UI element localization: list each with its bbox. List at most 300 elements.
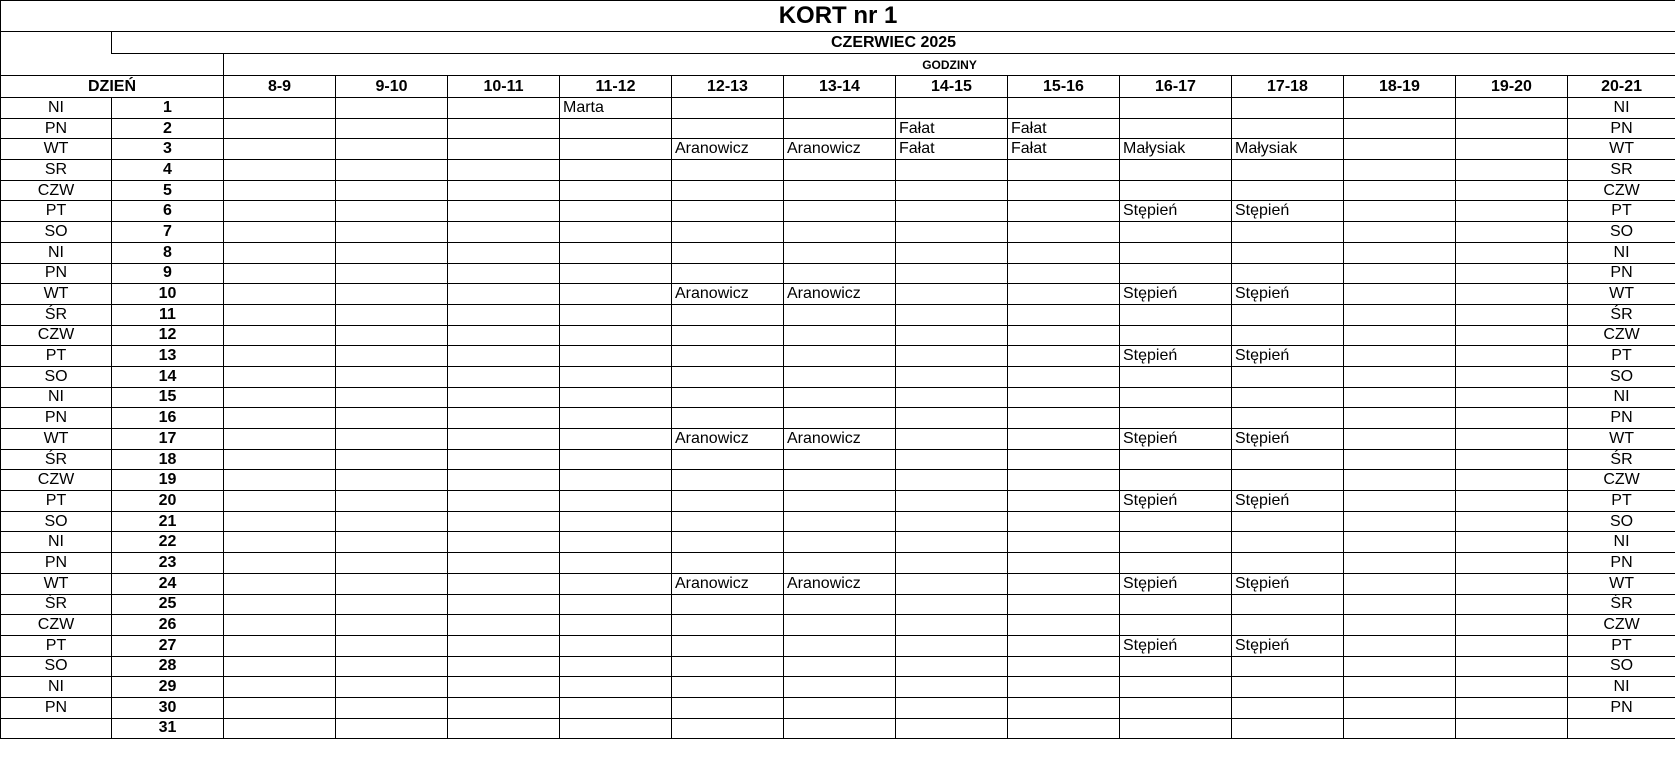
slot-cell[interactable] <box>1008 511 1120 532</box>
end-weekday-cell[interactable]: PN <box>1568 408 1675 429</box>
slot-cell[interactable] <box>784 263 896 284</box>
slot-cell[interactable] <box>672 594 784 615</box>
slot-cell[interactable]: Aranowicz <box>672 284 784 305</box>
end-weekday-cell[interactable]: ŚR <box>1568 449 1675 470</box>
slot-cell[interactable] <box>784 449 896 470</box>
slot-cell[interactable] <box>1344 511 1456 532</box>
slot-cell[interactable] <box>448 160 560 181</box>
slot-cell[interactable] <box>448 635 560 656</box>
slot-cell[interactable] <box>672 449 784 470</box>
slot-cell[interactable] <box>560 160 672 181</box>
slot-cell[interactable] <box>1120 697 1232 718</box>
slot-cell[interactable] <box>560 284 672 305</box>
slot-cell[interactable]: Marta <box>560 98 672 119</box>
slot-cell[interactable] <box>224 160 336 181</box>
slot-cell[interactable] <box>1344 118 1456 139</box>
slot-cell[interactable] <box>336 325 448 346</box>
slot-cell[interactable] <box>784 511 896 532</box>
end-weekday-cell[interactable]: WT <box>1568 429 1675 450</box>
slot-cell[interactable] <box>1344 366 1456 387</box>
slot-cell[interactable] <box>336 470 448 491</box>
slot-cell[interactable] <box>336 491 448 512</box>
slot-cell[interactable] <box>336 408 448 429</box>
slot-cell[interactable] <box>448 263 560 284</box>
slot-cell[interactable] <box>1120 408 1232 429</box>
slot-cell[interactable]: Stępień <box>1120 201 1232 222</box>
slot-cell[interactable] <box>1232 180 1344 201</box>
slot-cell[interactable] <box>224 201 336 222</box>
slot-cell[interactable] <box>1120 511 1232 532</box>
slot-cell[interactable] <box>1232 656 1344 677</box>
slot-cell[interactable] <box>1008 201 1120 222</box>
slot-cell[interactable] <box>784 242 896 263</box>
slot-cell[interactable] <box>1344 449 1456 470</box>
slot-cell[interactable] <box>1232 718 1344 739</box>
slot-cell[interactable] <box>1232 677 1344 698</box>
slot-cell[interactable] <box>784 346 896 367</box>
slot-cell[interactable] <box>224 118 336 139</box>
slot-cell[interactable] <box>224 284 336 305</box>
slot-cell[interactable] <box>1232 263 1344 284</box>
end-weekday-cell[interactable]: NI <box>1568 677 1675 698</box>
slot-cell[interactable] <box>224 387 336 408</box>
slot-cell[interactable] <box>560 387 672 408</box>
slot-cell[interactable] <box>560 325 672 346</box>
slot-cell[interactable] <box>560 118 672 139</box>
slot-cell[interactable] <box>1008 387 1120 408</box>
slot-cell[interactable] <box>672 118 784 139</box>
slot-cell[interactable] <box>784 201 896 222</box>
slot-cell[interactable] <box>1008 532 1120 553</box>
end-weekday-cell[interactable]: SO <box>1568 366 1675 387</box>
slot-cell[interactable] <box>560 201 672 222</box>
slot-cell[interactable] <box>784 635 896 656</box>
slot-cell[interactable] <box>560 470 672 491</box>
slot-cell[interactable] <box>224 491 336 512</box>
slot-cell[interactable] <box>448 656 560 677</box>
slot-cell[interactable] <box>672 491 784 512</box>
slot-cell[interactable] <box>1008 242 1120 263</box>
slot-cell[interactable] <box>448 532 560 553</box>
slot-cell[interactable]: Aranowicz <box>672 429 784 450</box>
slot-cell[interactable] <box>1456 491 1568 512</box>
slot-cell[interactable] <box>1008 697 1120 718</box>
slot-cell[interactable] <box>1456 284 1568 305</box>
slot-cell[interactable] <box>336 718 448 739</box>
slot-cell[interactable] <box>336 201 448 222</box>
slot-cell[interactable] <box>448 615 560 636</box>
slot-cell[interactable] <box>784 408 896 429</box>
slot-cell[interactable] <box>672 325 784 346</box>
slot-cell[interactable] <box>336 387 448 408</box>
slot-cell[interactable] <box>1344 573 1456 594</box>
slot-cell[interactable] <box>784 366 896 387</box>
slot-cell[interactable] <box>224 718 336 739</box>
slot-cell[interactable] <box>672 553 784 574</box>
slot-cell[interactable] <box>560 532 672 553</box>
slot-cell[interactable] <box>672 615 784 636</box>
slot-cell[interactable] <box>448 139 560 160</box>
end-weekday-cell[interactable]: CZW <box>1568 325 1675 346</box>
slot-cell[interactable] <box>896 387 1008 408</box>
slot-cell[interactable] <box>1456 429 1568 450</box>
slot-cell[interactable] <box>224 304 336 325</box>
slot-cell[interactable] <box>1232 242 1344 263</box>
slot-cell[interactable] <box>1008 594 1120 615</box>
slot-cell[interactable] <box>224 366 336 387</box>
slot-cell[interactable] <box>1120 470 1232 491</box>
end-weekday-cell[interactable]: ŚR <box>1568 304 1675 325</box>
slot-cell[interactable]: Aranowicz <box>672 573 784 594</box>
slot-cell[interactable] <box>1008 180 1120 201</box>
slot-cell[interactable] <box>1120 222 1232 243</box>
slot-cell[interactable] <box>1120 677 1232 698</box>
slot-cell[interactable] <box>672 263 784 284</box>
slot-cell[interactable] <box>448 718 560 739</box>
slot-cell[interactable] <box>224 408 336 429</box>
slot-cell[interactable] <box>1232 160 1344 181</box>
slot-cell[interactable] <box>560 304 672 325</box>
slot-cell[interactable] <box>784 491 896 512</box>
slot-cell[interactable] <box>1456 449 1568 470</box>
slot-cell[interactable] <box>224 180 336 201</box>
slot-cell[interactable] <box>1456 470 1568 491</box>
slot-cell[interactable] <box>1344 615 1456 636</box>
slot-cell[interactable] <box>224 635 336 656</box>
slot-cell[interactable]: Stępień <box>1120 573 1232 594</box>
slot-cell[interactable] <box>448 697 560 718</box>
slot-cell[interactable] <box>1008 718 1120 739</box>
slot-cell[interactable] <box>560 366 672 387</box>
slot-cell[interactable] <box>1456 180 1568 201</box>
slot-cell[interactable] <box>336 304 448 325</box>
slot-cell[interactable] <box>336 656 448 677</box>
slot-cell[interactable] <box>896 160 1008 181</box>
end-weekday-cell[interactable]: PN <box>1568 118 1675 139</box>
slot-cell[interactable] <box>672 222 784 243</box>
end-weekday-cell[interactable]: ŚR <box>1568 594 1675 615</box>
slot-cell[interactable] <box>672 718 784 739</box>
slot-cell[interactable] <box>1344 242 1456 263</box>
slot-cell[interactable] <box>672 697 784 718</box>
slot-cell[interactable] <box>1008 615 1120 636</box>
slot-cell[interactable] <box>1232 118 1344 139</box>
slot-cell[interactable] <box>1008 366 1120 387</box>
slot-cell[interactable] <box>1344 284 1456 305</box>
slot-cell[interactable] <box>448 429 560 450</box>
slot-cell[interactable] <box>896 656 1008 677</box>
slot-cell[interactable]: Stępień <box>1120 429 1232 450</box>
slot-cell[interactable] <box>1456 263 1568 284</box>
slot-cell[interactable] <box>1456 615 1568 636</box>
slot-cell[interactable] <box>224 346 336 367</box>
slot-cell[interactable] <box>784 594 896 615</box>
slot-cell[interactable] <box>336 346 448 367</box>
slot-cell[interactable] <box>1456 511 1568 532</box>
slot-cell[interactable] <box>896 304 1008 325</box>
slot-cell[interactable] <box>560 346 672 367</box>
slot-cell[interactable] <box>336 532 448 553</box>
slot-cell[interactable] <box>1120 118 1232 139</box>
slot-cell[interactable] <box>448 222 560 243</box>
slot-cell[interactable] <box>784 222 896 243</box>
end-weekday-cell[interactable]: SO <box>1568 222 1675 243</box>
slot-cell[interactable] <box>896 242 1008 263</box>
slot-cell[interactable]: Stępień <box>1120 491 1232 512</box>
slot-cell[interactable] <box>672 635 784 656</box>
slot-cell[interactable] <box>560 553 672 574</box>
slot-cell[interactable] <box>1232 697 1344 718</box>
slot-cell[interactable] <box>672 677 784 698</box>
slot-cell[interactable] <box>336 594 448 615</box>
slot-cell[interactable] <box>1456 346 1568 367</box>
end-weekday-cell[interactable]: WT <box>1568 573 1675 594</box>
slot-cell[interactable] <box>1344 304 1456 325</box>
slot-cell[interactable] <box>1344 718 1456 739</box>
slot-cell[interactable] <box>224 139 336 160</box>
slot-cell[interactable] <box>448 366 560 387</box>
end-weekday-cell[interactable]: PN <box>1568 697 1675 718</box>
slot-cell[interactable] <box>1232 553 1344 574</box>
slot-cell[interactable] <box>672 532 784 553</box>
slot-cell[interactable] <box>672 366 784 387</box>
slot-cell[interactable] <box>224 470 336 491</box>
slot-cell[interactable] <box>1456 160 1568 181</box>
end-weekday-cell[interactable]: PN <box>1568 553 1675 574</box>
slot-cell[interactable] <box>448 118 560 139</box>
slot-cell[interactable] <box>896 697 1008 718</box>
slot-cell[interactable] <box>896 511 1008 532</box>
slot-cell[interactable] <box>1232 222 1344 243</box>
slot-cell[interactable] <box>448 573 560 594</box>
slot-cell[interactable] <box>896 263 1008 284</box>
slot-cell[interactable] <box>448 325 560 346</box>
slot-cell[interactable] <box>1008 98 1120 119</box>
slot-cell[interactable] <box>1344 656 1456 677</box>
slot-cell[interactable] <box>1008 304 1120 325</box>
slot-cell[interactable]: Małysiak <box>1120 139 1232 160</box>
slot-cell[interactable] <box>784 180 896 201</box>
slot-cell[interactable] <box>1344 222 1456 243</box>
slot-cell[interactable] <box>336 98 448 119</box>
end-weekday-cell[interactable]: PT <box>1568 201 1675 222</box>
slot-cell[interactable] <box>1120 325 1232 346</box>
slot-cell[interactable] <box>1120 594 1232 615</box>
slot-cell[interactable] <box>672 242 784 263</box>
slot-cell[interactable] <box>560 263 672 284</box>
slot-cell[interactable] <box>224 98 336 119</box>
slot-cell[interactable] <box>784 553 896 574</box>
slot-cell[interactable] <box>560 697 672 718</box>
slot-cell[interactable] <box>1120 553 1232 574</box>
slot-cell[interactable]: Aranowicz <box>784 139 896 160</box>
slot-cell[interactable] <box>1120 180 1232 201</box>
slot-cell[interactable] <box>1456 222 1568 243</box>
slot-cell[interactable] <box>224 511 336 532</box>
slot-cell[interactable] <box>1456 118 1568 139</box>
slot-cell[interactable] <box>896 222 1008 243</box>
end-weekday-cell[interactable]: PT <box>1568 635 1675 656</box>
slot-cell[interactable] <box>1456 553 1568 574</box>
slot-cell[interactable] <box>896 470 1008 491</box>
slot-cell[interactable]: Stępień <box>1120 635 1232 656</box>
slot-cell[interactable] <box>1344 491 1456 512</box>
slot-cell[interactable] <box>448 304 560 325</box>
slot-cell[interactable] <box>896 718 1008 739</box>
slot-cell[interactable] <box>896 346 1008 367</box>
slot-cell[interactable] <box>1344 532 1456 553</box>
slot-cell[interactable] <box>448 470 560 491</box>
slot-cell[interactable] <box>1232 615 1344 636</box>
slot-cell[interactable] <box>1008 470 1120 491</box>
slot-cell[interactable]: Aranowicz <box>784 573 896 594</box>
slot-cell[interactable] <box>560 677 672 698</box>
slot-cell[interactable] <box>1456 304 1568 325</box>
slot-cell[interactable]: Aranowicz <box>784 429 896 450</box>
slot-cell[interactable] <box>1344 594 1456 615</box>
slot-cell[interactable] <box>784 98 896 119</box>
slot-cell[interactable] <box>1232 532 1344 553</box>
slot-cell[interactable]: Stępień <box>1120 284 1232 305</box>
slot-cell[interactable] <box>896 284 1008 305</box>
slot-cell[interactable] <box>336 449 448 470</box>
slot-cell[interactable] <box>448 553 560 574</box>
slot-cell[interactable] <box>672 98 784 119</box>
slot-cell[interactable] <box>1344 180 1456 201</box>
slot-cell[interactable] <box>560 594 672 615</box>
slot-cell[interactable] <box>560 242 672 263</box>
slot-cell[interactable] <box>1120 98 1232 119</box>
slot-cell[interactable] <box>224 242 336 263</box>
slot-cell[interactable] <box>1008 160 1120 181</box>
slot-cell[interactable] <box>1344 470 1456 491</box>
slot-cell[interactable] <box>672 387 784 408</box>
slot-cell[interactable]: Aranowicz <box>784 284 896 305</box>
slot-cell[interactable] <box>560 615 672 636</box>
slot-cell[interactable] <box>896 366 1008 387</box>
slot-cell[interactable] <box>224 594 336 615</box>
slot-cell[interactable] <box>336 139 448 160</box>
slot-cell[interactable] <box>560 718 672 739</box>
slot-cell[interactable] <box>1008 677 1120 698</box>
end-weekday-cell[interactable] <box>1568 718 1675 739</box>
slot-cell[interactable] <box>224 615 336 636</box>
slot-cell[interactable] <box>1120 304 1232 325</box>
slot-cell[interactable] <box>672 201 784 222</box>
slot-cell[interactable] <box>784 118 896 139</box>
slot-cell[interactable] <box>560 180 672 201</box>
slot-cell[interactable]: Stępień <box>1120 346 1232 367</box>
slot-cell[interactable] <box>784 325 896 346</box>
slot-cell[interactable] <box>672 180 784 201</box>
slot-cell[interactable] <box>1232 511 1344 532</box>
slot-cell[interactable] <box>336 511 448 532</box>
slot-cell[interactable] <box>896 594 1008 615</box>
slot-cell[interactable] <box>448 594 560 615</box>
slot-cell[interactable] <box>1456 718 1568 739</box>
slot-cell[interactable] <box>784 656 896 677</box>
slot-cell[interactable] <box>448 449 560 470</box>
slot-cell[interactable] <box>1344 429 1456 450</box>
slot-cell[interactable] <box>1456 677 1568 698</box>
slot-cell[interactable] <box>1008 263 1120 284</box>
slot-cell[interactable] <box>672 656 784 677</box>
slot-cell[interactable] <box>784 160 896 181</box>
slot-cell[interactable] <box>336 366 448 387</box>
slot-cell[interactable] <box>224 263 336 284</box>
slot-cell[interactable] <box>1008 346 1120 367</box>
slot-cell[interactable] <box>336 697 448 718</box>
slot-cell[interactable] <box>896 98 1008 119</box>
slot-cell[interactable]: Stępień <box>1232 346 1344 367</box>
slot-cell[interactable] <box>560 449 672 470</box>
slot-cell[interactable] <box>672 408 784 429</box>
slot-cell[interactable] <box>896 408 1008 429</box>
end-weekday-cell[interactable]: WT <box>1568 284 1675 305</box>
slot-cell[interactable] <box>448 511 560 532</box>
slot-cell[interactable] <box>336 180 448 201</box>
slot-cell[interactable] <box>672 511 784 532</box>
slot-cell[interactable] <box>784 532 896 553</box>
slot-cell[interactable] <box>1344 697 1456 718</box>
end-weekday-cell[interactable]: WT <box>1568 139 1675 160</box>
slot-cell[interactable] <box>336 429 448 450</box>
slot-cell[interactable] <box>224 573 336 594</box>
slot-cell[interactable] <box>224 553 336 574</box>
slot-cell[interactable] <box>1344 98 1456 119</box>
slot-cell[interactable] <box>1008 656 1120 677</box>
slot-cell[interactable] <box>1344 139 1456 160</box>
end-weekday-cell[interactable]: SO <box>1568 511 1675 532</box>
slot-cell[interactable] <box>1344 263 1456 284</box>
slot-cell[interactable] <box>224 677 336 698</box>
end-weekday-cell[interactable]: PN <box>1568 263 1675 284</box>
slot-cell[interactable] <box>1456 697 1568 718</box>
slot-cell[interactable] <box>784 697 896 718</box>
slot-cell[interactable] <box>1232 325 1344 346</box>
slot-cell[interactable] <box>1232 304 1344 325</box>
end-weekday-cell[interactable]: NI <box>1568 242 1675 263</box>
slot-cell[interactable] <box>224 656 336 677</box>
end-weekday-cell[interactable]: PT <box>1568 491 1675 512</box>
slot-cell[interactable] <box>896 635 1008 656</box>
slot-cell[interactable] <box>1456 408 1568 429</box>
slot-cell[interactable] <box>1456 656 1568 677</box>
end-weekday-cell[interactable]: SO <box>1568 656 1675 677</box>
slot-cell[interactable] <box>224 325 336 346</box>
slot-cell[interactable] <box>560 222 672 243</box>
slot-cell[interactable] <box>336 242 448 263</box>
slot-cell[interactable] <box>448 408 560 429</box>
slot-cell[interactable] <box>1008 449 1120 470</box>
slot-cell[interactable]: Stępień <box>1232 201 1344 222</box>
slot-cell[interactable] <box>1232 408 1344 429</box>
slot-cell[interactable] <box>1456 242 1568 263</box>
slot-cell[interactable] <box>896 180 1008 201</box>
slot-cell[interactable] <box>448 180 560 201</box>
slot-cell[interactable] <box>560 429 672 450</box>
slot-cell[interactable] <box>1344 635 1456 656</box>
slot-cell[interactable] <box>336 573 448 594</box>
slot-cell[interactable] <box>1232 366 1344 387</box>
slot-cell[interactable] <box>672 346 784 367</box>
slot-cell[interactable] <box>224 532 336 553</box>
slot-cell[interactable]: Stępień <box>1232 284 1344 305</box>
slot-cell[interactable] <box>1008 284 1120 305</box>
slot-cell[interactable] <box>560 139 672 160</box>
slot-cell[interactable] <box>1344 408 1456 429</box>
slot-cell[interactable] <box>1456 201 1568 222</box>
